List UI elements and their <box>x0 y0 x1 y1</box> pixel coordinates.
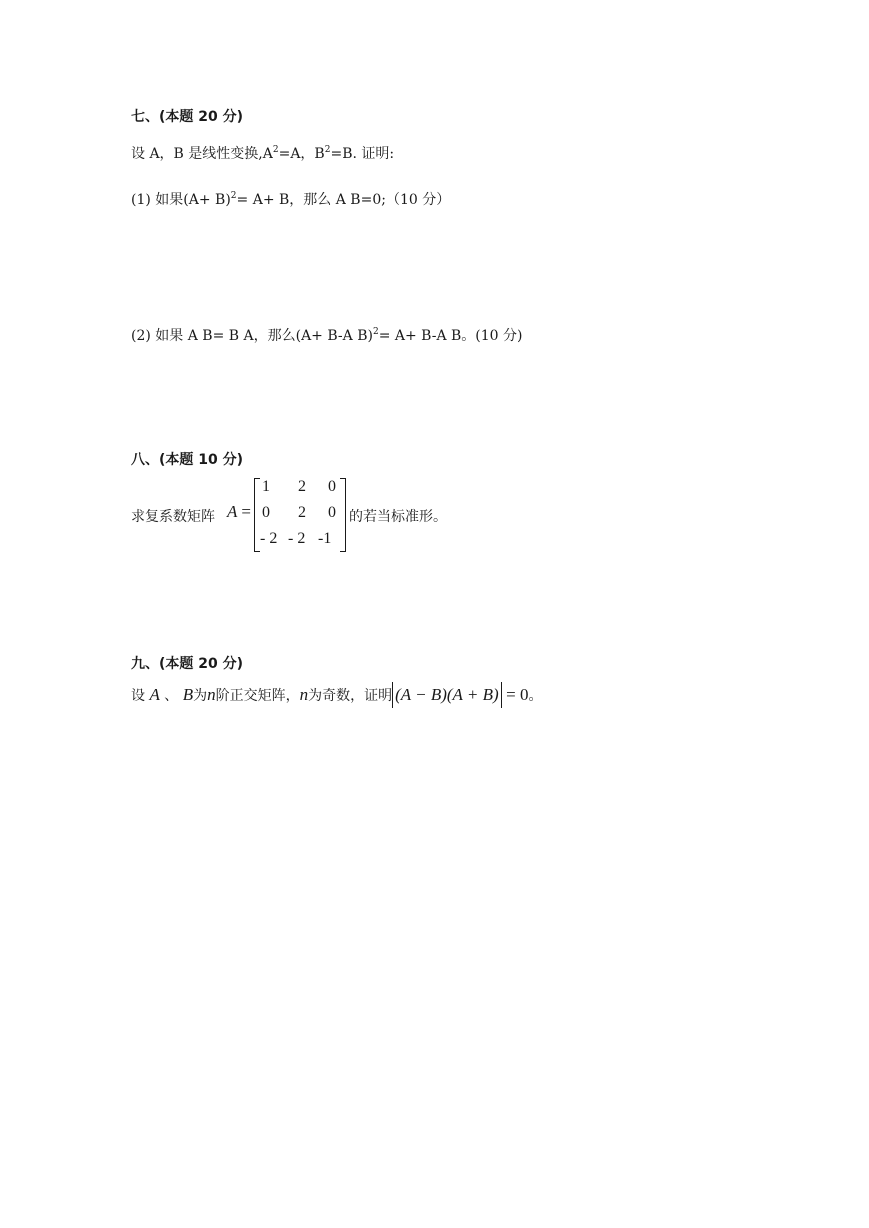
coefficient-matrix <box>254 476 346 554</box>
matrix-right-bracket <box>340 478 346 552</box>
determinant-expression: (A − B)(A + B) <box>392 685 502 705</box>
matrix-cell: 0 <box>328 504 336 521</box>
q8-matrix-var: A = <box>227 502 251 521</box>
q9-statement: 设 A 、 B为n阶正交矩阵，n为奇数，证明 (A − B)(A + B) = 0。 <box>131 685 543 704</box>
q7-part1: (1) 如果$(A+ B)^2= A+ B$，那么 A B=0;（10 分） <box>131 191 451 208</box>
q7-heading: 七、(本题 20 分) <box>131 109 244 125</box>
q9-heading: 九、(本题 20 分) <box>131 656 244 672</box>
matrix-cell: 1 <box>262 478 270 495</box>
matrix-cell: -1 <box>318 530 332 547</box>
matrix-cell: 2 <box>298 478 306 495</box>
q7-part2: (2) 如果 A B= B A，那么(A+ B-A B)$^2$= A+ B-A B。(10 分) <box>131 327 523 344</box>
q9-rhs: = 0 <box>506 685 529 704</box>
matrix-cell: - 2 <box>260 530 278 547</box>
matrix-cell: 0 <box>328 478 336 495</box>
matrix-cell: 0 <box>262 504 270 521</box>
q8-suffix: 的若当标准形。 <box>349 509 447 525</box>
matrix-cell: - 2 <box>288 530 306 547</box>
q8-heading: 八、(本题 10 分) <box>131 452 244 468</box>
matrix-cell: 2 <box>298 504 306 521</box>
q7-intro: 设 A，B 是线性变换$,A^2=A$，$B^2=B$. 证明: <box>131 145 395 162</box>
q8-prefix: 求复系数矩阵 <box>131 509 215 525</box>
